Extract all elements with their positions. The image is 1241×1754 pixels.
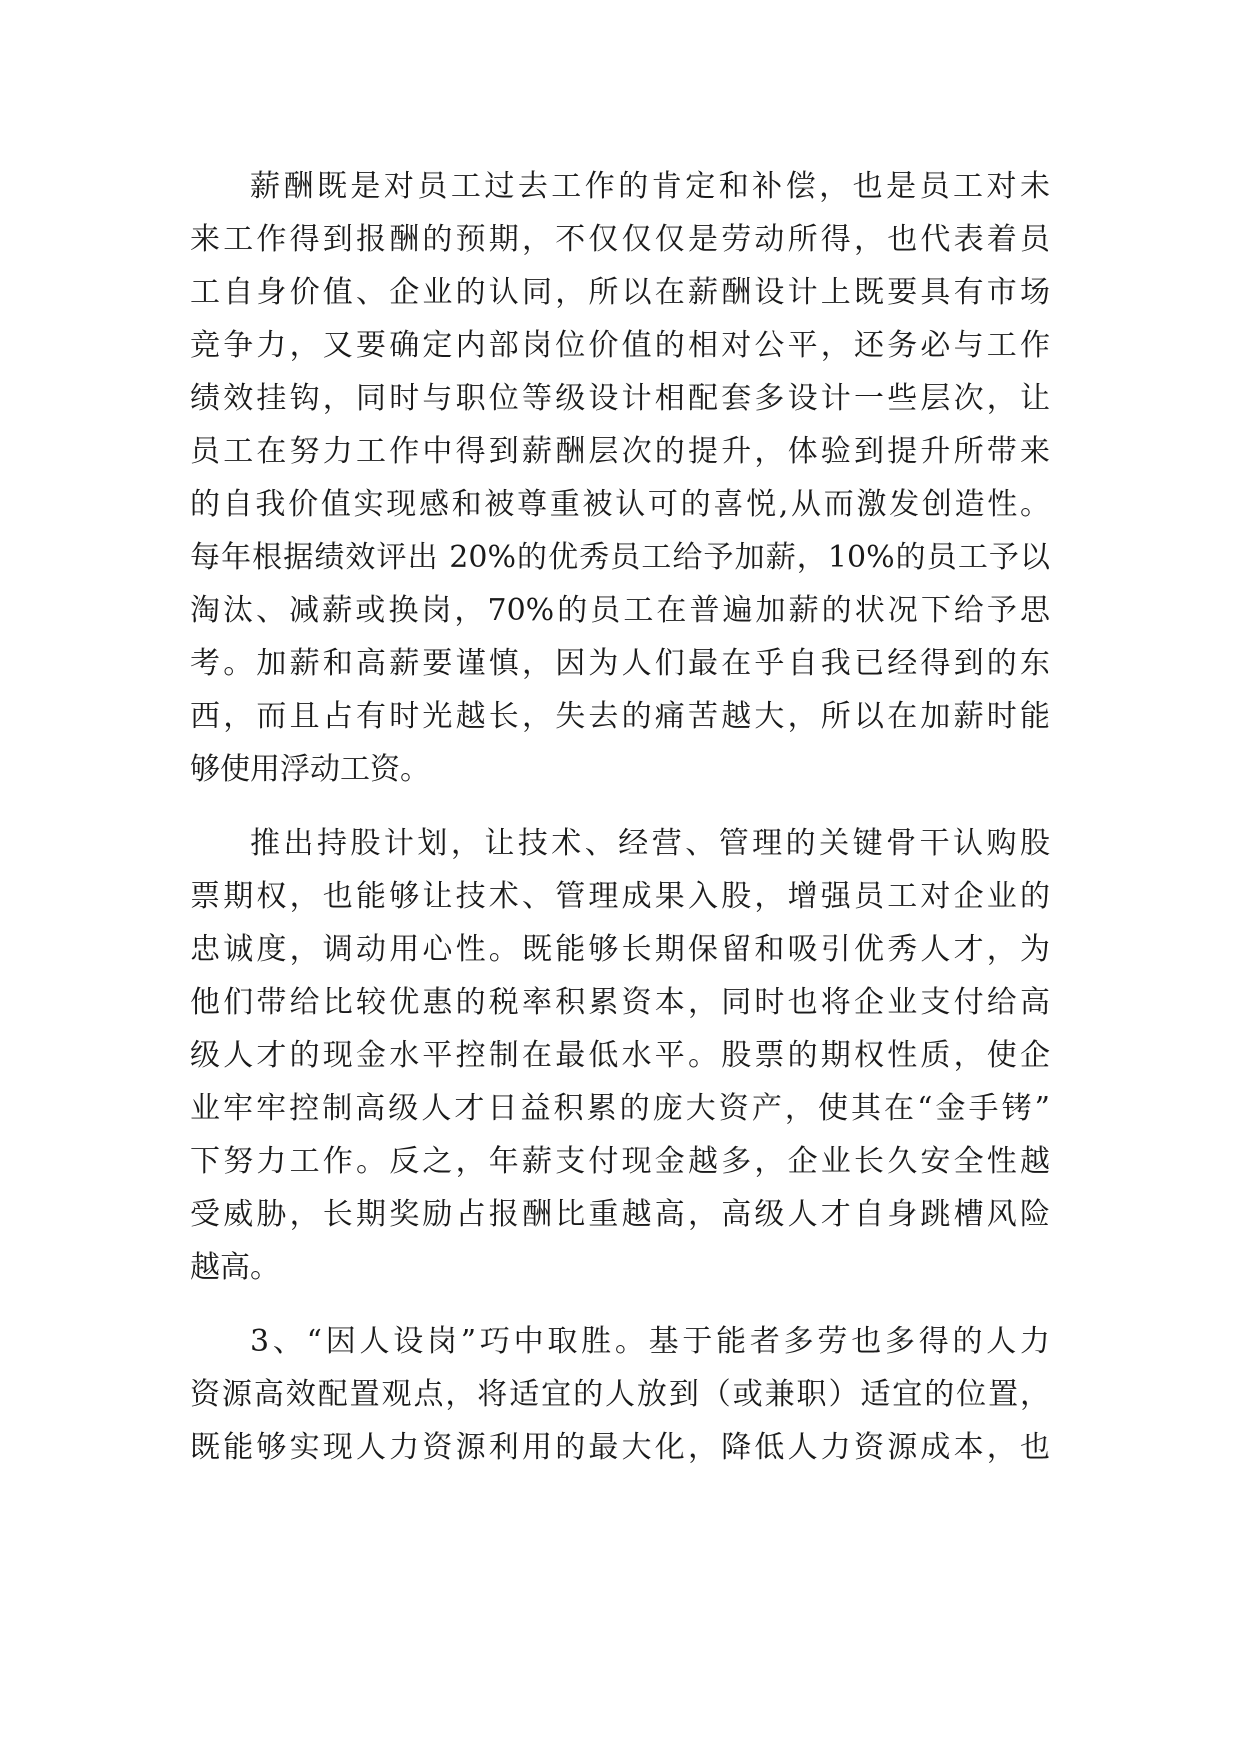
text-line: 资源高效配置观点，将适宜的人放到（或兼职）适宜的位置， — [190, 1377, 1050, 1412]
text-line: 西，而且占有时光越长，失去的痛苦越大，所以在加薪时能 — [190, 699, 1050, 734]
text-line: 考。加薪和高薪要谨慎，因为人们最在乎自我已经得到的东 — [190, 646, 1050, 681]
text-line: 员工在努力工作中得到薪酬层次的提升，体验到提升所带来 — [190, 434, 1050, 469]
text-line: 忠诚度，调动用心性。既能够长期保留和吸引优秀人才，为 — [190, 932, 1050, 967]
text-line: 他们带给比较优惠的税率积累资本，同时也将企业支付给高 — [190, 985, 1050, 1020]
text-line: 竞争力，又要确定内部岗位价值的相对公平，还务必与工作 — [190, 328, 1050, 363]
text-line: 绩效挂钩，同时与职位等级设计相配套多设计一些层次，让 — [190, 381, 1050, 416]
text-line: 每年根据绩效评出 20%的优秀员工给予加薪，10%的员工予以 — [190, 540, 1050, 575]
text-line: 工自身价值、企业的认同，所以在薪酬设计上既要具有市场 — [190, 275, 1050, 310]
text-line: 级人才的现金水平控制在最低水平。股票的期权性质，使企 — [190, 1038, 1050, 1073]
text-line: 下努力工作。反之，年薪支付现金越多，企业长久安全性越 — [190, 1144, 1050, 1179]
text-line: 薪酬既是对员工过去工作的肯定和补偿，也是员工对未 — [250, 169, 1050, 204]
text-line: 的自我价值实现感和被尊重被认可的喜悦,从而激发创造性。 — [190, 487, 1050, 522]
text-line: 票期权，也能够让技术、管理成果入股，增强员工对企业的 — [190, 879, 1050, 914]
text-line: 推出持股计划，让技术、经营、管理的关键骨干认购股 — [250, 826, 1050, 861]
text-line: 既能够实现人力资源利用的最大化，降低人力资源成本，也 — [190, 1430, 1050, 1465]
text-line: 够使用浮动工资。 — [190, 752, 430, 787]
text-line: 受威胁，长期奖励占报酬比重越高，高级人才自身跳槽风险 — [190, 1197, 1050, 1232]
text-line: 来工作得到报酬的预期，不仅仅仅是劳动所得，也代表着员 — [190, 222, 1050, 257]
text-line: 淘汰、减薪或换岗，70%的员工在普遍加薪的状况下给予思 — [190, 593, 1050, 628]
text-line: 3、“因人设岗”巧中取胜。基于能者多劳也多得的人力 — [250, 1324, 1050, 1359]
text-line: 越高。 — [190, 1250, 280, 1285]
text-line: 业牢牢控制高级人才日益积累的庞大资产，使其在“金手铐” — [190, 1091, 1050, 1126]
